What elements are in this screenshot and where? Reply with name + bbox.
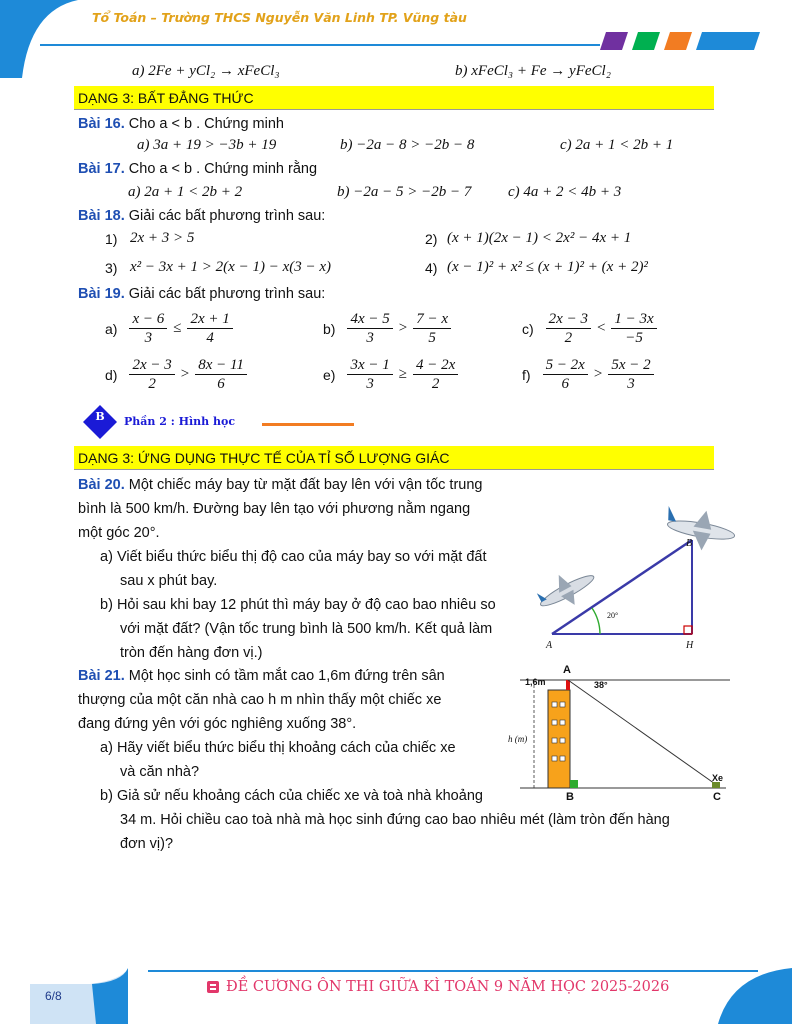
bai18-item3-label: 3) [105, 260, 118, 276]
section-title-inequality: DẠNG 3: BẤT ĐẲNG THỨC [74, 86, 714, 110]
operator: ≤ [173, 320, 182, 336]
label-B: B [566, 791, 574, 803]
fraction-right: $\frac{8x - 11}{6}$ [195, 356, 247, 393]
bai18-item3: x² − 3x + 1 > 2(x − 1) − x(3 − x) [130, 259, 331, 275]
label-B: B [686, 538, 693, 549]
document-icon [206, 980, 220, 994]
operator: ≥ [398, 366, 407, 382]
equation-b: b) xFeCl₃ + Fe → yFeCl₂ [455, 63, 611, 79]
bai18-item1: 2x + 3 > 5 [130, 230, 195, 246]
footer-rule [148, 970, 758, 972]
label-C: C [713, 791, 721, 803]
building [548, 690, 570, 788]
bai16-b: b) −2a − 8 > −2b − 8 [340, 137, 475, 153]
bai18-item1-label: 1) [105, 231, 118, 247]
part2-underline [262, 423, 354, 426]
header-title: Tổ Toán – Trường THCS Nguyễn Văn Linh TP. Vũng tàu [92, 10, 467, 25]
bai20-text [78, 473, 496, 665]
page-number: 6/8 [45, 989, 62, 1003]
airplane-figure [530, 500, 770, 660]
footer-title: ĐỀ CƯƠNG ÔN THI GIỮA KÌ TOÁN 9 NĂM HỌC 2025-2026 [226, 979, 670, 995]
label-H: H [686, 640, 694, 651]
angle-label: 20° [607, 611, 619, 620]
bai18-item4-label: 4) [425, 260, 438, 276]
airplane-low-icon [532, 561, 601, 619]
corner-decoration-top [0, 0, 90, 80]
bai19-line [78, 286, 325, 302]
bai19-item-e [323, 356, 458, 393]
item-label: a) [105, 320, 118, 337]
operator: < [596, 320, 606, 336]
bai16-c: c) 2a + 1 < 2b + 1 [560, 137, 674, 153]
fraction-left: $\frac{5 - 2x}{6}$ [543, 356, 588, 393]
operator: > [398, 320, 408, 336]
header-color-blocks [600, 30, 770, 52]
equation-a: a) 2Fe + yCl₂ → xFeCl₃ [132, 63, 280, 79]
bai19-label: Bài 19. [78, 286, 125, 302]
bai21-a-line2: và căn nhà? [120, 764, 200, 780]
operator: > [593, 366, 603, 382]
section-title-trig: DẠNG 3: ỨNG DỤNG THỰC TẾ CỦA TỈ SỐ LƯỢNG GIÁC [74, 446, 714, 470]
airplane-high-icon [662, 504, 738, 556]
bai21-b-label: b) [100, 788, 113, 804]
fraction-right: $\frac{5x - 2}{3}$ [608, 356, 653, 393]
badge-letter: B [95, 410, 105, 423]
item-label: c) [522, 320, 534, 337]
item-label: e) [323, 366, 336, 383]
car-label: Xe [712, 773, 724, 783]
item-label: f) [522, 366, 531, 383]
label-A: A [563, 664, 571, 676]
fraction-left: $\frac{2x - 3}{2}$ [546, 310, 591, 347]
bai19-item-b [323, 310, 451, 347]
bai19-item-d [105, 356, 247, 393]
bai16-a: a) 3a + 19 > −3b + 19 [137, 137, 277, 153]
eye-height-label: 1,6m [525, 677, 546, 687]
header-rule [40, 44, 600, 46]
bai16-label: Bài 16. [78, 116, 125, 132]
fraction-right: $\frac{1 - 3x}{-5}$ [611, 310, 656, 347]
bai17-line [78, 161, 317, 177]
sight-line [568, 680, 718, 786]
bai18-text: Giải các bất phương trình sau: [128, 208, 326, 224]
fraction-right: $\frac{2x + 1}{4}$ [187, 310, 232, 347]
item-label: d) [105, 366, 118, 383]
bai20-line1: Một chiếc máy bay từ mặt đất bay lên với vận tốc trung [128, 477, 483, 493]
label-A: A [546, 640, 553, 651]
bai18-item4: (x − 1)² + x² ≤ (x + 1)² + (x + 2)² [447, 259, 648, 275]
bai18-item2: (x + 1)(2x − 1) < 2x² − 4x + 1 [447, 230, 632, 246]
bai21-a-label: a) [100, 740, 113, 756]
fraction-right: $\frac{4 - 2x}{2}$ [413, 356, 458, 393]
bai21-line2: thượng của một căn nhà cao h m nhìn thấy một chiếc xe [78, 692, 442, 708]
bai19-text: Giải các bất phương trình sau: [128, 286, 326, 302]
bai20-a-line2: sau x phút bay. [120, 573, 218, 589]
bai20-label: Bài 20. [78, 477, 125, 493]
bai20-a-line1: Viết biểu thức biểu thị độ cao của máy bay so với mặt đất [116, 549, 487, 565]
bai21-b-line2: 34 m. Hỏi chiều cao toà nhà mà học sinh đứng cao bao nhiêu mét (làm tròn đến hàng [120, 812, 670, 828]
right-angle-mark [684, 626, 692, 634]
right-angle-mark [570, 780, 578, 788]
bai21-line1: Một học sinh có tầm mắt cao 1,6m đứng trên sân [128, 668, 445, 684]
bai16-text: Cho a < b . Chứng minh [128, 116, 284, 132]
bai18-label: Bài 18. [78, 208, 125, 224]
bai17-b: b) −2a − 5 > −2b − 7 [337, 184, 472, 200]
angle-label: 38° [594, 680, 608, 690]
bai20-b-line3: tròn đến hàng đơn vị.) [120, 645, 263, 661]
bai20-b-label: b) [100, 597, 113, 613]
part2-title: Phần 2 : Hình học [124, 415, 236, 428]
fraction-left: $\frac{3x - 1}{3}$ [347, 356, 392, 393]
bai20-b-line1: Hỏi sau khi bay 12 phút thì máy bay ở độ cao bao nhiêu so [116, 597, 496, 613]
fraction-left: $\frac{x - 6}{3}$ [129, 310, 167, 347]
bai21-label: Bài 21. [78, 668, 125, 684]
bai20-b-line2: với mặt đất? (Vận tốc trung bình là 500 km/h. Kết quả làm [120, 621, 493, 637]
bai18-item2-label: 2) [425, 231, 438, 247]
operator: > [180, 366, 190, 382]
h-label: h (m) [508, 734, 528, 744]
bai19-item-a [105, 310, 233, 347]
fraction-right: $\frac{7 - x}{5}$ [413, 310, 451, 347]
item-label: b) [323, 320, 336, 337]
bai16-line [78, 116, 284, 132]
bai19-item-f [522, 356, 654, 393]
bai19-item-c [522, 310, 657, 347]
fraction-left: $\frac{4x - 5}{3}$ [347, 310, 392, 347]
bai21-line3: đang đứng yên với góc nghiêng xuống 38°. [78, 716, 357, 732]
bai17-c: c) 4a + 2 < 4b + 3 [508, 184, 622, 200]
corner-decoration-bottom [712, 964, 792, 1024]
bai20-line2: bình là 500 km/h. Đường bay lên tạo với phương nằm ngang [78, 501, 471, 517]
bai17-a: a) 2a + 1 < 2b + 2 [128, 184, 243, 200]
bai21-a-line1: Hãy viết biểu thức biểu thị khoảng cách của chiếc xe [116, 740, 456, 756]
bai17-text: Cho a < b . Chứng minh rằng [128, 161, 318, 177]
bai18-line [78, 208, 325, 224]
bai21-b-line3: đơn vị)? [120, 836, 174, 852]
fraction-left: $\frac{2x - 3}{2}$ [129, 356, 174, 393]
bai17-label: Bài 17. [78, 161, 125, 177]
bai20-a-label: a) [100, 549, 113, 565]
bai21-b-line1: Giả sử nếu khoảng cách của chiếc xe và toà nhà khoảng [116, 788, 483, 804]
bai20-line3: một góc 20°. [78, 525, 160, 541]
angle-arc [592, 608, 600, 634]
